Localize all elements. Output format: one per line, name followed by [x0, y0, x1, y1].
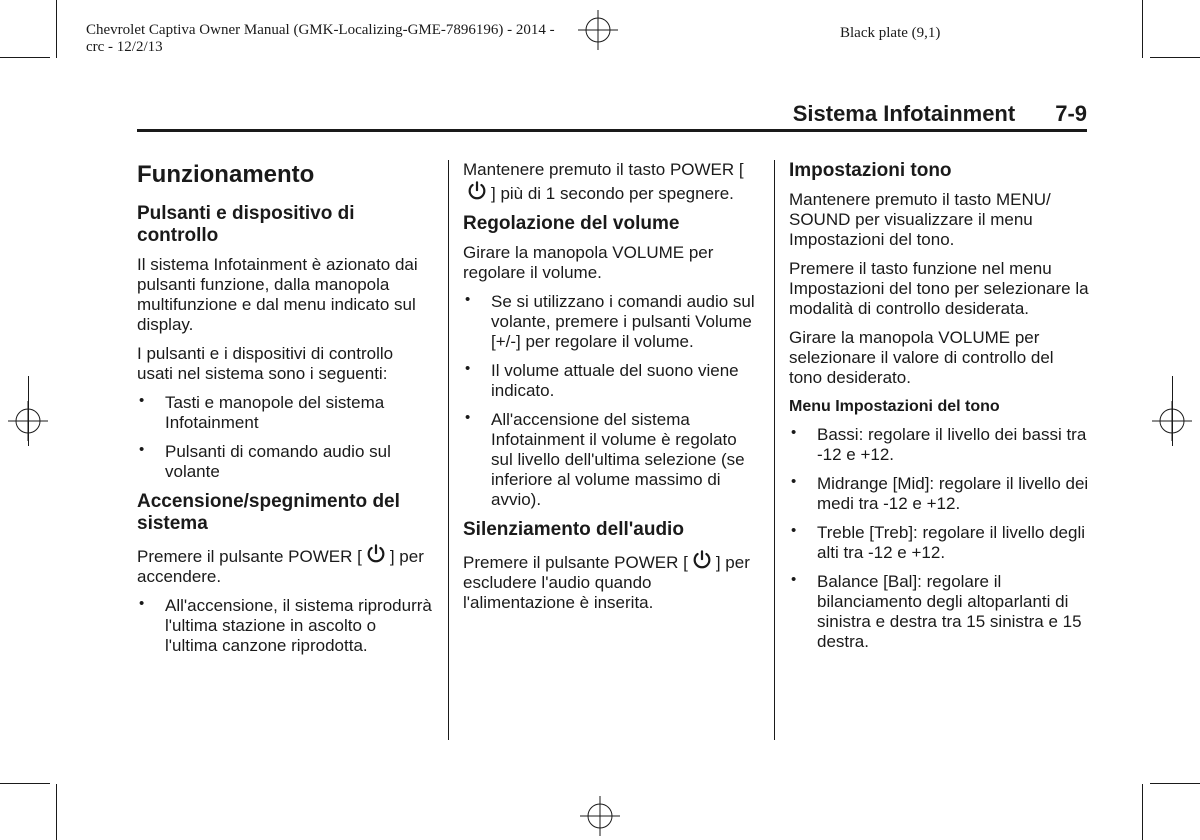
list-item-text: All'accensione del sistema Infotainment il volume è regolato sul livello dell'ultima selezione (se inferiore al volume massimo di avvio).: [491, 410, 745, 509]
text-span: Mantenere premuto il tasto POWER [: [463, 160, 744, 179]
crop-mark: [1142, 0, 1143, 58]
crop-mark: [0, 783, 50, 784]
subheading: Pulsanti e dispositivo di controllo: [137, 203, 355, 246]
crop-mark: [56, 0, 57, 58]
list-item: [463, 292, 763, 352]
text-span: Premere il pulsante POWER [: [137, 547, 362, 566]
bullet-icon: •: [791, 424, 797, 441]
plate-label: Black plate (9,1): [840, 25, 941, 41]
header-rule: [137, 129, 1087, 132]
crop-mark: [56, 784, 57, 840]
paragraph: Mantenere premuto il tasto MENU/ SOUND per visualizzare il menu Impostazioni del tono.: [789, 190, 1051, 249]
section-heading: Funzionamento: [137, 161, 315, 188]
column-1: [137, 160, 433, 665]
bullet-list: [789, 425, 1089, 652]
list-item-text: Bassi: regolare il livello dei bassi tra -12 e +12.: [817, 425, 1087, 464]
list-item: [789, 474, 1089, 514]
minor-heading: Menu Impostazioni del tono: [789, 398, 1000, 415]
list-item-text: Midrange [Mid]: regolare il livello dei medi tra -12 e +12.: [817, 474, 1089, 513]
paragraph: [463, 549, 763, 613]
bullet-icon: •: [139, 392, 145, 409]
bullet-list: [137, 596, 433, 656]
bullet-icon: •: [465, 360, 471, 377]
paragraph: Girare la manopola VOLUME per regolare il volume.: [463, 243, 714, 282]
bullet-list: [137, 393, 433, 482]
list-item-text: Pulsanti di comando audio sul volante: [165, 442, 391, 481]
bullet-icon: •: [139, 595, 145, 612]
power-icon: [365, 543, 387, 565]
crop-mark: [0, 57, 50, 58]
list-item-text: Tasti e manopole del sistema Infotainment: [165, 393, 385, 432]
subheading: Accensione/spegnimento del sistema: [137, 491, 400, 534]
section-title: Sistema Infotainment: [792, 101, 1016, 126]
list-item: [137, 393, 433, 433]
bullet-icon: •: [791, 522, 797, 539]
paragraph: Il sistema Infotainment è azionato dai pulsanti funzione, dalla manopola multifunzione e dal menu indicato sul display.: [137, 255, 418, 334]
plate-info-line1: Chevrolet Captiva Owner Manual (GMK-Localizing-GME-7896196) - 2014 -: [86, 22, 555, 38]
list-item: [137, 596, 433, 656]
plate-info-line2: crc - 12/2/13: [86, 39, 163, 55]
crop-mark: [1172, 376, 1173, 446]
bullet-list: [463, 292, 763, 510]
bullet-icon: •: [139, 441, 145, 458]
text-span: ] per accendere.: [137, 547, 424, 586]
text-span: ] per escludere l'audio quando l'alimentazione è inserita.: [463, 553, 750, 612]
list-item-text: Se si utilizzano i comandi audio sul volante, premere i pulsanti Volume [+/-] per regolare il volume.: [491, 292, 755, 351]
paragraph: Premere il tasto funzione nel menu Impostazioni del tono per selezionare la modalità di controllo desiderata.: [789, 259, 1089, 318]
list-item-text: Treble [Treb]: regolare il livello degli alti tra -12 e +12.: [817, 523, 1086, 562]
list-item: [463, 361, 763, 401]
column-2: [463, 160, 763, 622]
subheading: Silenziamento dell'audio: [463, 519, 684, 540]
subheading: Impostazioni tono: [789, 160, 952, 181]
page-number: 7-9: [1055, 101, 1087, 126]
column-3: [789, 160, 1089, 661]
registration-mark-top: [578, 10, 618, 50]
crop-mark: [28, 376, 29, 446]
list-item-text: Il volume attuale del suono viene indicato.: [491, 361, 739, 400]
paragraph: I pulsanti e i dispositivi di controllo usati nel sistema sono i seguenti:: [137, 344, 394, 383]
power-icon: [466, 180, 488, 202]
list-item: [789, 425, 1089, 465]
column-divider: [774, 160, 775, 740]
crop-mark: [1150, 783, 1200, 784]
list-item: [137, 442, 433, 482]
crop-mark: [1150, 57, 1200, 58]
subheading: Regolazione del volume: [463, 213, 680, 234]
running-head: [793, 101, 1087, 127]
bullet-icon: •: [791, 571, 797, 588]
paragraph: [137, 543, 433, 587]
crop-mark: [1142, 784, 1143, 840]
bullet-icon: •: [465, 409, 471, 426]
bullet-icon: •: [465, 291, 471, 308]
paragraph: [463, 160, 763, 204]
text-span: Premere il pulsante POWER [: [463, 553, 688, 572]
registration-mark-bottom: [580, 796, 620, 836]
list-item-text: Balance [Bal]: regolare il bilanciamento degli altoparlanti di sinistra e destra tra 15 sinistra e 15 destra.: [817, 572, 1082, 651]
paragraph: Girare la manopola VOLUME per selezionare il valore di controllo del tono desiderato.: [789, 328, 1054, 387]
text-span: ] più di 1 secondo per spegnere.: [491, 184, 734, 203]
list-item: [789, 523, 1089, 563]
list-item: [463, 410, 763, 510]
power-icon: [691, 549, 713, 571]
list-item: [789, 572, 1089, 652]
bullet-icon: •: [791, 473, 797, 490]
column-divider: [448, 160, 449, 740]
list-item-text: All'accensione, il sistema riprodurrà l'ultima stazione in ascolto o l'ultima canzone riprodotta.: [165, 596, 432, 655]
